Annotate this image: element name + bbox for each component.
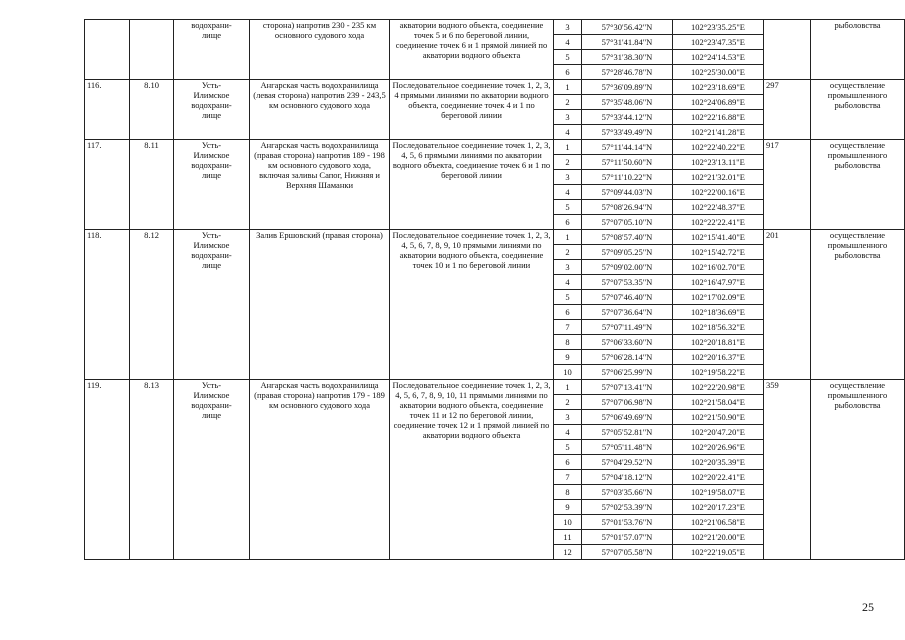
table-body bbox=[85, 20, 905, 560]
latitude-cell: 57°36'09.89"N bbox=[582, 80, 673, 95]
point-number-cell: 3 bbox=[554, 260, 582, 275]
point-number-cell: 4 bbox=[554, 185, 582, 200]
point-number-cell: 8 bbox=[554, 335, 582, 350]
longitude-cell: 102°20'35.39"E bbox=[673, 455, 764, 470]
longitude-cell: 102°15'41.40"E bbox=[673, 230, 764, 245]
longitude-cell: 102°19'58.07"E bbox=[673, 485, 764, 500]
point-number-cell: 2 bbox=[554, 245, 582, 260]
point-number-cell: 7 bbox=[554, 470, 582, 485]
latitude-cell: 57°06'25.99"N bbox=[582, 365, 673, 380]
latitude-cell: 57°07'46.40"N bbox=[582, 290, 673, 305]
latitude-cell: 57°30'56.42"N bbox=[582, 20, 673, 35]
longitude-cell: 102°22'19.05"E bbox=[673, 545, 764, 560]
point-number-cell: 4 bbox=[554, 125, 582, 140]
latitude-cell: 57°03'35.66"N bbox=[582, 485, 673, 500]
point-number-cell: 6 bbox=[554, 305, 582, 320]
point-number-cell: 1 bbox=[554, 140, 582, 155]
latitude-cell: 57°07'06.98"N bbox=[582, 395, 673, 410]
latitude-cell: 57°33'49.49"N bbox=[582, 125, 673, 140]
point-number-cell: 10 bbox=[554, 515, 582, 530]
latitude-cell: 57°08'26.94"N bbox=[582, 200, 673, 215]
name-cell: Ангарская часть водохранилища (правая сторона) напротив 189 - 198 км основного судового хода, включая заливы Сапог, Нижняя и Верхняя Шаманки bbox=[250, 140, 390, 230]
boundary-cell: Последовательное соединение точек 1, 2, 3, 4, 5, 6, 7, 8, 9, 10 прямыми линиями по акватории водного объекта, соединение точек 10 и 1 по береговой линии bbox=[390, 230, 554, 380]
latitude-cell: 57°35'48.06"N bbox=[582, 95, 673, 110]
latitude-cell: 57°02'53.39"N bbox=[582, 500, 673, 515]
latitude-cell: 57°09'44.03"N bbox=[582, 185, 673, 200]
latitude-cell: 57°07'36.64"N bbox=[582, 305, 673, 320]
latitude-cell: 57°09'02.00"N bbox=[582, 260, 673, 275]
latitude-cell: 57°07'11.49"N bbox=[582, 320, 673, 335]
longitude-cell: 102°23'35.25"E bbox=[673, 20, 764, 35]
table-row bbox=[85, 380, 905, 395]
latitude-cell: 57°07'05.58"N bbox=[582, 545, 673, 560]
longitude-cell: 102°23'13.11"E bbox=[673, 155, 764, 170]
longitude-cell: 102°18'36.69"E bbox=[673, 305, 764, 320]
entry-number-cell: 116. bbox=[85, 80, 130, 140]
longitude-cell: 102°20'47.20"E bbox=[673, 425, 764, 440]
longitude-cell: 102°24'14.53"E bbox=[673, 50, 764, 65]
point-number-cell: 6 bbox=[554, 455, 582, 470]
point-number-cell: 8 bbox=[554, 485, 582, 500]
latitude-cell: 57°07'05.10"N bbox=[582, 215, 673, 230]
longitude-cell: 102°20'16.37"E bbox=[673, 350, 764, 365]
table-row bbox=[85, 230, 905, 245]
boundary-cell: Последовательное соединение точек 1, 2, 3, 4, 5, 6 прямыми линиями по акватории водного объекта, соединение точек 6 и 1 по береговой линии bbox=[390, 140, 554, 230]
point-number-cell: 1 bbox=[554, 380, 582, 395]
longitude-cell: 102°22'20.98"E bbox=[673, 380, 764, 395]
latitude-cell: 57°31'38.30"N bbox=[582, 50, 673, 65]
point-number-cell: 3 bbox=[554, 20, 582, 35]
longitude-cell: 102°21'32.01"E bbox=[673, 170, 764, 185]
longitude-cell: 102°21'58.04"E bbox=[673, 395, 764, 410]
longitude-cell: 102°23'47.35"E bbox=[673, 35, 764, 50]
latitude-cell: 57°11'44.14"N bbox=[582, 140, 673, 155]
point-number-cell: 12 bbox=[554, 545, 582, 560]
entry-code-cell: 8.10 bbox=[130, 80, 174, 140]
purpose-cell: рыболовства bbox=[811, 20, 905, 80]
name-cell: Ангарская часть водохранилища (левая сторона) напротив 239 - 243,5 км основного судового хода bbox=[250, 80, 390, 140]
purpose-cell: осуществление промышленного рыболовства bbox=[811, 140, 905, 230]
point-number-cell: 6 bbox=[554, 65, 582, 80]
point-number-cell: 3 bbox=[554, 170, 582, 185]
latitude-cell: 57°06'28.14"N bbox=[582, 350, 673, 365]
location-cell: водохрани- лище bbox=[174, 20, 250, 80]
latitude-cell: 57°06'49.69"N bbox=[582, 410, 673, 425]
point-number-cell: 9 bbox=[554, 500, 582, 515]
purpose-cell: осуществление промышленного рыболовства bbox=[811, 380, 905, 560]
point-number-cell: 9 bbox=[554, 350, 582, 365]
latitude-cell: 57°33'44.12"N bbox=[582, 110, 673, 125]
point-number-cell: 6 bbox=[554, 215, 582, 230]
point-number-cell: 7 bbox=[554, 320, 582, 335]
point-number-cell: 4 bbox=[554, 275, 582, 290]
latitude-cell: 57°06'33.60"N bbox=[582, 335, 673, 350]
fishing-areas-table bbox=[84, 19, 905, 560]
latitude-cell: 57°01'57.07"N bbox=[582, 530, 673, 545]
name-cell: Ангарская часть водохранилища (правая сторона) напротив 179 - 189 км основного судового хода bbox=[250, 380, 390, 560]
longitude-cell: 102°20'26.96"E bbox=[673, 440, 764, 455]
longitude-cell: 102°19'58.22"E bbox=[673, 365, 764, 380]
point-number-cell: 5 bbox=[554, 50, 582, 65]
entry-code-cell: 8.13 bbox=[130, 380, 174, 560]
longitude-cell: 102°21'06.58"E bbox=[673, 515, 764, 530]
point-number-cell: 3 bbox=[554, 110, 582, 125]
latitude-cell: 57°28'46.78"N bbox=[582, 65, 673, 80]
entry-code-cell: 8.11 bbox=[130, 140, 174, 230]
latitude-cell: 57°09'05.25"N bbox=[582, 245, 673, 260]
point-number-cell: 2 bbox=[554, 395, 582, 410]
point-number-cell: 2 bbox=[554, 155, 582, 170]
purpose-cell: осуществление промышленного рыболовства bbox=[811, 230, 905, 380]
longitude-cell: 102°20'17.23"E bbox=[673, 500, 764, 515]
point-number-cell: 5 bbox=[554, 440, 582, 455]
page-number: 25 bbox=[862, 600, 874, 614]
point-number-cell: 4 bbox=[554, 425, 582, 440]
longitude-cell: 102°21'50.90"E bbox=[673, 410, 764, 425]
latitude-cell: 57°04'18.12"N bbox=[582, 470, 673, 485]
table-row bbox=[85, 20, 905, 35]
point-number-cell: 10 bbox=[554, 365, 582, 380]
location-cell: Усть- Илимское водохрани- лище bbox=[174, 230, 250, 380]
latitude-cell: 57°01'53.76"N bbox=[582, 515, 673, 530]
entry-number-cell: 117. bbox=[85, 140, 130, 230]
longitude-cell: 102°18'56.32"E bbox=[673, 320, 764, 335]
longitude-cell: 102°20'18.81"E bbox=[673, 335, 764, 350]
longitude-cell: 102°17'02.09"E bbox=[673, 290, 764, 305]
longitude-cell: 102°23'18.69"E bbox=[673, 80, 764, 95]
location-cell: Усть- Илимское водохрани- лище bbox=[174, 380, 250, 560]
area-cell bbox=[764, 20, 811, 80]
longitude-cell: 102°16'47.97"E bbox=[673, 275, 764, 290]
point-number-cell: 4 bbox=[554, 35, 582, 50]
entry-number-cell: 119. bbox=[85, 380, 130, 560]
longitude-cell: 102°22'22.41"E bbox=[673, 215, 764, 230]
point-number-cell: 5 bbox=[554, 290, 582, 305]
boundary-cell: Последовательное соединение точек 1, 2, 3, 4, 5, 6, 7, 8, 9, 10, 11 прямыми линиями по акватории водного объекта, соединение точек 11 и 12 по береговой линии, соединение точек 12 и 1 прямой линией по акватории водного объекта bbox=[390, 380, 554, 560]
point-number-cell: 1 bbox=[554, 230, 582, 245]
latitude-cell: 57°31'41.84"N bbox=[582, 35, 673, 50]
longitude-cell: 102°22'40.22"E bbox=[673, 140, 764, 155]
longitude-cell: 102°22'16.88"E bbox=[673, 110, 764, 125]
longitude-cell: 102°24'06.89"E bbox=[673, 95, 764, 110]
area-cell: 917 bbox=[764, 140, 811, 230]
point-number-cell: 2 bbox=[554, 95, 582, 110]
location-cell: Усть- Илимское водохрани- лище bbox=[174, 80, 250, 140]
longitude-cell: 102°16'02.70"E bbox=[673, 260, 764, 275]
longitude-cell: 102°25'30.00"E bbox=[673, 65, 764, 80]
entry-number-cell: 118. bbox=[85, 230, 130, 380]
boundary-cell: Последовательное соединение точек 1, 2, 3, 4 прямыми линиями по акватории водного объекта, соединение точек 4 и 1 по береговой линии bbox=[390, 80, 554, 140]
area-cell: 201 bbox=[764, 230, 811, 380]
point-number-cell: 1 bbox=[554, 80, 582, 95]
entry-number-cell bbox=[85, 20, 130, 80]
table-row bbox=[85, 80, 905, 95]
latitude-cell: 57°11'10.22"N bbox=[582, 170, 673, 185]
latitude-cell: 57°08'57.40"N bbox=[582, 230, 673, 245]
name-cell: сторона) напротив 230 - 235 км основного судового хода bbox=[250, 20, 390, 80]
latitude-cell: 57°04'29.52"N bbox=[582, 455, 673, 470]
area-cell: 359 bbox=[764, 380, 811, 560]
longitude-cell: 102°21'41.28"E bbox=[673, 125, 764, 140]
entry-code-cell bbox=[130, 20, 174, 80]
point-number-cell: 11 bbox=[554, 530, 582, 545]
purpose-cell: осуществление промышленного рыболовства bbox=[811, 80, 905, 140]
table-row bbox=[85, 140, 905, 155]
latitude-cell: 57°07'53.35"N bbox=[582, 275, 673, 290]
boundary-cell: акватории водного объекта, соединение точек 5 и 6 по береговой линии, соединение точек 6 и 1 прямой линией по акватории водного объекта bbox=[390, 20, 554, 80]
latitude-cell: 57°05'52.81"N bbox=[582, 425, 673, 440]
longitude-cell: 102°21'20.00"E bbox=[673, 530, 764, 545]
latitude-cell: 57°05'11.48"N bbox=[582, 440, 673, 455]
latitude-cell: 57°11'50.60"N bbox=[582, 155, 673, 170]
longitude-cell: 102°22'00.16"E bbox=[673, 185, 764, 200]
longitude-cell: 102°22'48.37"E bbox=[673, 200, 764, 215]
point-number-cell: 3 bbox=[554, 410, 582, 425]
point-number-cell: 5 bbox=[554, 200, 582, 215]
longitude-cell: 102°15'42.72"E bbox=[673, 245, 764, 260]
area-cell: 297 bbox=[764, 80, 811, 140]
latitude-cell: 57°07'13.41"N bbox=[582, 380, 673, 395]
location-cell: Усть- Илимское водохрани- лище bbox=[174, 140, 250, 230]
entry-code-cell: 8.12 bbox=[130, 230, 174, 380]
name-cell: Залив Ершовский (правая сторона) bbox=[250, 230, 390, 380]
longitude-cell: 102°20'22.41"E bbox=[673, 470, 764, 485]
